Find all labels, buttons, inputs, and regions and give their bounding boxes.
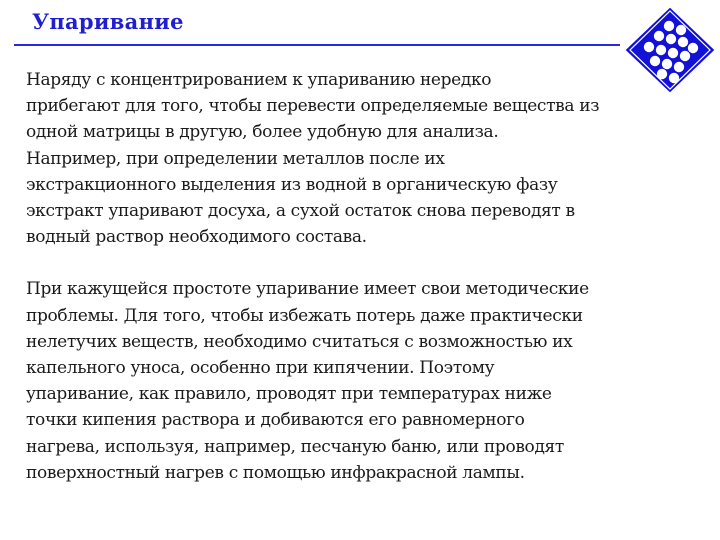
title-underline — [14, 44, 620, 46]
text-line: прибегают для того, чтобы перевести определяемые вещества из — [26, 96, 600, 117]
paragraph-1 — [26, 67, 706, 250]
text-line: поверхностный нагрев с помощью инфракрасной лампы. — [26, 462, 525, 483]
text-line: экстракт упаривают досуха, а сухой остаток снова переводят в — [26, 201, 575, 222]
text-line: Наряду с концентрированием к упариванию нередко — [26, 70, 492, 90]
text-line: упаривание, как правило, проводят при температурах ниже — [26, 384, 552, 405]
slide-body — [26, 67, 706, 486]
text-line: проблемы. Для того, чтобы избежать потерь даже практически — [26, 305, 583, 326]
text-line: водный раствор необходимого состава. — [26, 227, 367, 248]
text-line: Например, при определении металлов после их — [26, 148, 445, 169]
text-line: экстракционного выделения из водной в органическую фазу — [26, 174, 558, 195]
paragraph-2 — [26, 276, 706, 486]
text-line: капельного уноса, особенно при кипячении. Поэтому — [26, 358, 495, 379]
text-line: одной матрицы в другую, более удобную для анализа. — [26, 122, 499, 143]
text-line: нагрева, используя, например, песчаную баню, или проводят — [26, 436, 564, 457]
slide-title: Упаривание — [32, 9, 184, 34]
text-line: нелетучих веществ, необходимо считаться с возможностью их — [26, 331, 573, 352]
text-line: При кажущейся простоте упаривание имеет свои методические — [26, 279, 589, 300]
text-line: точки кипения раствора и добиваются его равномерного — [26, 410, 525, 431]
